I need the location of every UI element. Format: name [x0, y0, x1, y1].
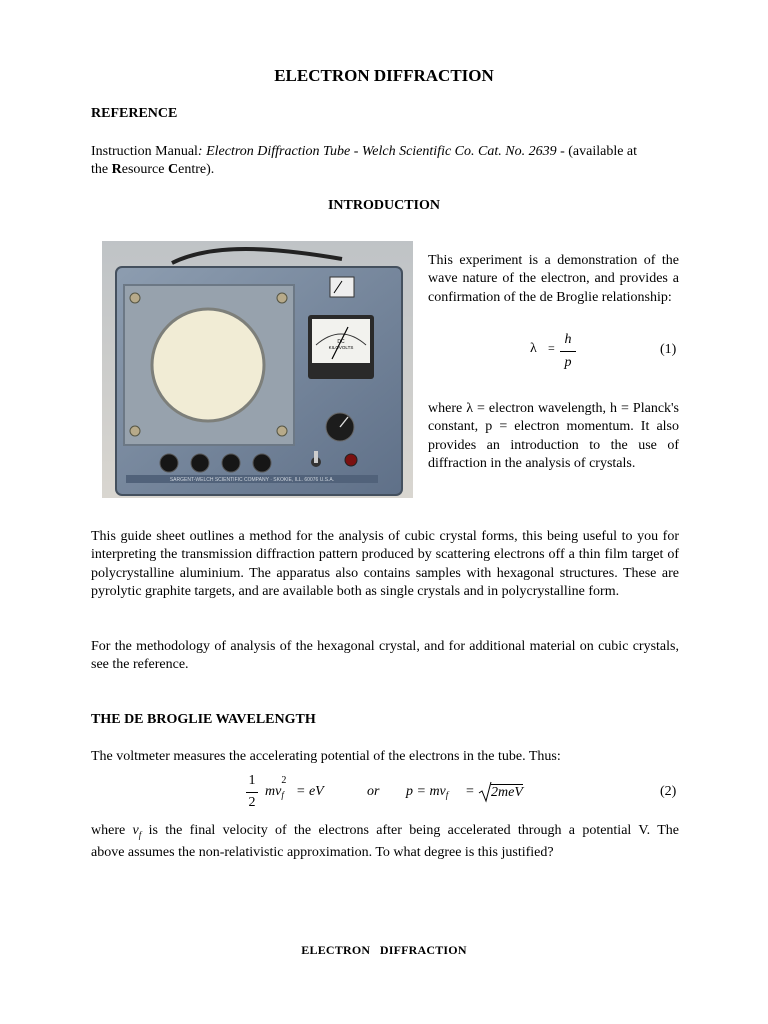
- method-paragraph: For the methodology of analysis of the hexagonal crystal, and for additional material on cubic crystals, see the reference.: [91, 639, 679, 673]
- reference-citation: : Electron Diffraction Tube - Welch Scientific Co. Cat. No. 2639: [197, 144, 557, 159]
- guide-paragraph: This guide sheet outlines a method for the analysis of cubic crystal forms, this being useful to you for interpreting the transmission diffraction pattern produced by scattering electrons off a thin film target of polycrystalline aluminium. The apparatus also contains samples with hexagonal structures. These are pyrolytic graphite targets, and are available both as single crystals and in polycrystalline form.: [91, 529, 679, 600]
- eq2-number: (2): [660, 784, 677, 799]
- eq2-equals: =: [466, 784, 474, 799]
- eq2-sup-2: 2: [281, 775, 287, 786]
- apparatus-illustration: [102, 241, 413, 498]
- eq2-p: [406, 784, 449, 800]
- introduction-heading: INTRODUCTION: [327, 198, 440, 213]
- eq2-half-denominator: 2: [248, 795, 256, 810]
- eq2-sqrt-arg: 2meV: [491, 785, 523, 800]
- eq1-numerator: h: [564, 332, 572, 347]
- eq1-lambda: λ: [530, 341, 537, 356]
- eq2-sub-f2: f: [445, 790, 449, 800]
- where-vf-text: [91, 822, 679, 863]
- eq2-sub-f: f: [281, 790, 284, 800]
- where-vf-prefix: where: [91, 823, 133, 838]
- apparatus-photo: [102, 241, 413, 498]
- reference-bold-r: R: [111, 162, 122, 178]
- page-footer: ELECTRON DIFFRACTION: [301, 943, 467, 957]
- intro-text: This experiment is a demonstration of the wave nature of the electron, and provides a confirmation of the de Broglie relationship:: [428, 253, 679, 305]
- where-vf-line1: [91, 822, 679, 844]
- where-vf-f: f: [138, 829, 142, 840]
- where-lambda-text: where λ = electron wavelength, h = Planck's constant, p = electron momentum. It also provides an introduction to the use of diffraction in the analysis of crystals.: [428, 401, 679, 472]
- reference-esource: esource: [121, 162, 168, 178]
- page-title: ELECTRON DIFFRACTION: [274, 66, 494, 85]
- reference-text: [91, 143, 679, 180]
- where-vf-line2: above assumes the non-relativistic approximation. To what degree is this justified?: [91, 845, 554, 861]
- reference-line2-pre: the: [91, 162, 112, 178]
- eq1-number: (1): [660, 342, 677, 357]
- reference-heading: REFERENCE: [91, 106, 178, 121]
- eq2-left: [265, 775, 287, 800]
- eq1-denominator: p: [564, 355, 572, 370]
- eq1-equals: =: [548, 341, 555, 355]
- reference-bold-c: C: [168, 162, 179, 178]
- where-vf-v: v: [132, 823, 139, 838]
- debroglie-heading: THE DE BROGLIE WAVELENGTH: [91, 712, 316, 727]
- reference-entre: entre).: [178, 162, 215, 178]
- where-vf-rest: is the final velocity of the electrons after being accelerated through a potential V. The: [141, 823, 680, 838]
- eq2-half-numerator: 1: [248, 773, 256, 788]
- eq2-mv: mv: [265, 784, 282, 799]
- eq2-or: or: [367, 784, 380, 799]
- company-strip-label: SARGENT-WELCH SCIENTIFIC COMPANY · SKOKIE, ILL. 60076 U.S.A.: [169, 477, 335, 483]
- voltmeter-text: The voltmeter measures the accelerating potential of the electrons in the tube. Thus:: [91, 749, 561, 764]
- eq2-p-mv: p = mv: [406, 784, 446, 799]
- reference-prefix: Instruction Manual: [91, 144, 198, 159]
- reference-suffix: - (available at: [556, 144, 638, 159]
- eq2-ev: = eV: [296, 784, 324, 799]
- meter-dc-label: DC: [337, 339, 345, 345]
- meter-kilovolts-label: KILOVOLTS: [328, 345, 354, 350]
- eq2-half-bar: [246, 792, 258, 793]
- eq2-sqrt-sign: [478, 781, 492, 803]
- eq1-fraction-bar: [560, 351, 576, 352]
